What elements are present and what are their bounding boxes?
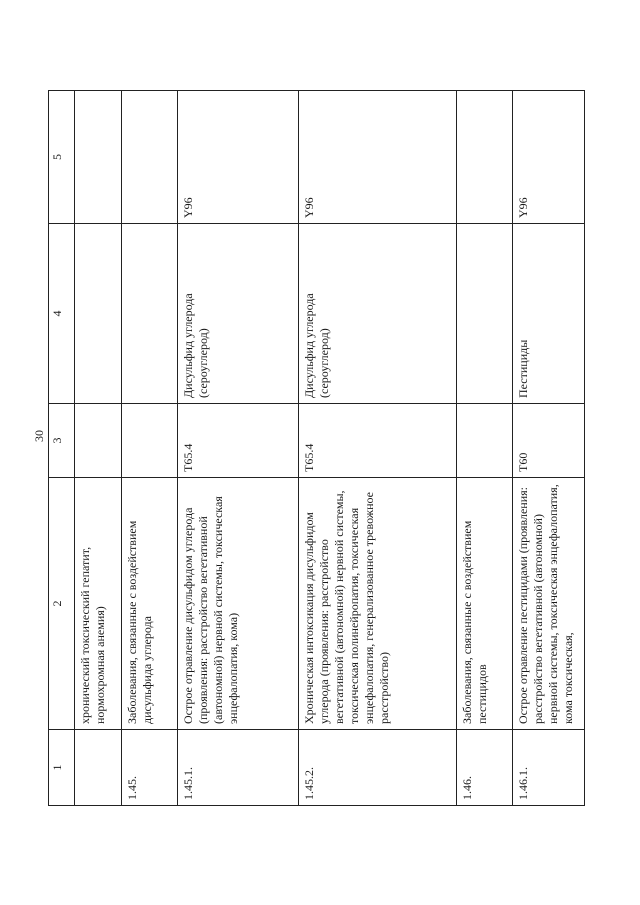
harmful-factor xyxy=(75,224,122,404)
icd-code: T65.4 xyxy=(178,404,299,478)
header-cell-2: 2 xyxy=(49,478,75,730)
disease-table xyxy=(48,90,585,806)
external-cause-code: Y96 xyxy=(513,91,585,224)
row-number: 1.45.2. xyxy=(299,730,457,806)
table-container xyxy=(48,91,584,806)
header-cell-3: 3 xyxy=(49,404,75,478)
table-row xyxy=(75,91,122,806)
harmful-factor: Дисульфид углерода (сероуглерод) xyxy=(299,224,457,404)
page-number: 30 xyxy=(32,430,46,442)
external-cause-code: Y96 xyxy=(178,91,299,224)
header-cell-4: 4 xyxy=(49,224,75,404)
disease-name: Хроническая интоксикация дисульфидом углерода (проявления: расстройство вегетативной (автономной) нервной системы, токсическая полинейропатия, токсическая энцефалопатия, генерализованное тревожное расстройство) xyxy=(299,478,457,730)
external-cause-code xyxy=(122,91,178,224)
row-number xyxy=(75,730,122,806)
icd-code: T60 xyxy=(513,404,585,478)
external-cause-code xyxy=(457,91,513,224)
row-number: 1.45.1. xyxy=(178,730,299,806)
disease-name: хронический токсический гепатит, нормохромная анемия) xyxy=(75,478,122,730)
harmful-factor: Пестициды xyxy=(513,224,585,404)
harmful-factor xyxy=(122,224,178,404)
disease-name: Острое отравление пестицидами (проявления: расстройство вегетативной (автономной) нервной системы, токсическая энцефалопатия, кома токсическая, xyxy=(513,478,585,730)
icd-code: T65.4 xyxy=(299,404,457,478)
harmful-factor xyxy=(457,224,513,404)
table-row xyxy=(299,91,457,806)
external-cause-code: Y96 xyxy=(299,91,457,224)
icd-code xyxy=(122,404,178,478)
table-row xyxy=(457,91,513,806)
table-row xyxy=(178,91,299,806)
row-number: 1.46. xyxy=(457,730,513,806)
row-number: 1.46.1. xyxy=(513,730,585,806)
table-row xyxy=(122,91,178,806)
disease-name: Заболевания, связанные с воздействием дисульфида углерода xyxy=(122,478,178,730)
row-number: 1.45. xyxy=(122,730,178,806)
external-cause-code xyxy=(75,91,122,224)
icd-code xyxy=(75,404,122,478)
icd-code xyxy=(457,404,513,478)
disease-name: Заболевания, связанные с воздействием пестицидов xyxy=(457,478,513,730)
header-cell-1: 1 xyxy=(49,730,75,806)
table-row xyxy=(513,91,585,806)
header-cell-5: 5 xyxy=(49,91,75,224)
disease-name: Острое отравление дисульфидом углерода (проявления: расстройство вегетативной (автономной) нервной системы, токсическая энцефалопатия, кома) xyxy=(178,478,299,730)
harmful-factor: Дисульфид углерода (сероуглерод) xyxy=(178,224,299,404)
table-header-row xyxy=(49,91,75,806)
